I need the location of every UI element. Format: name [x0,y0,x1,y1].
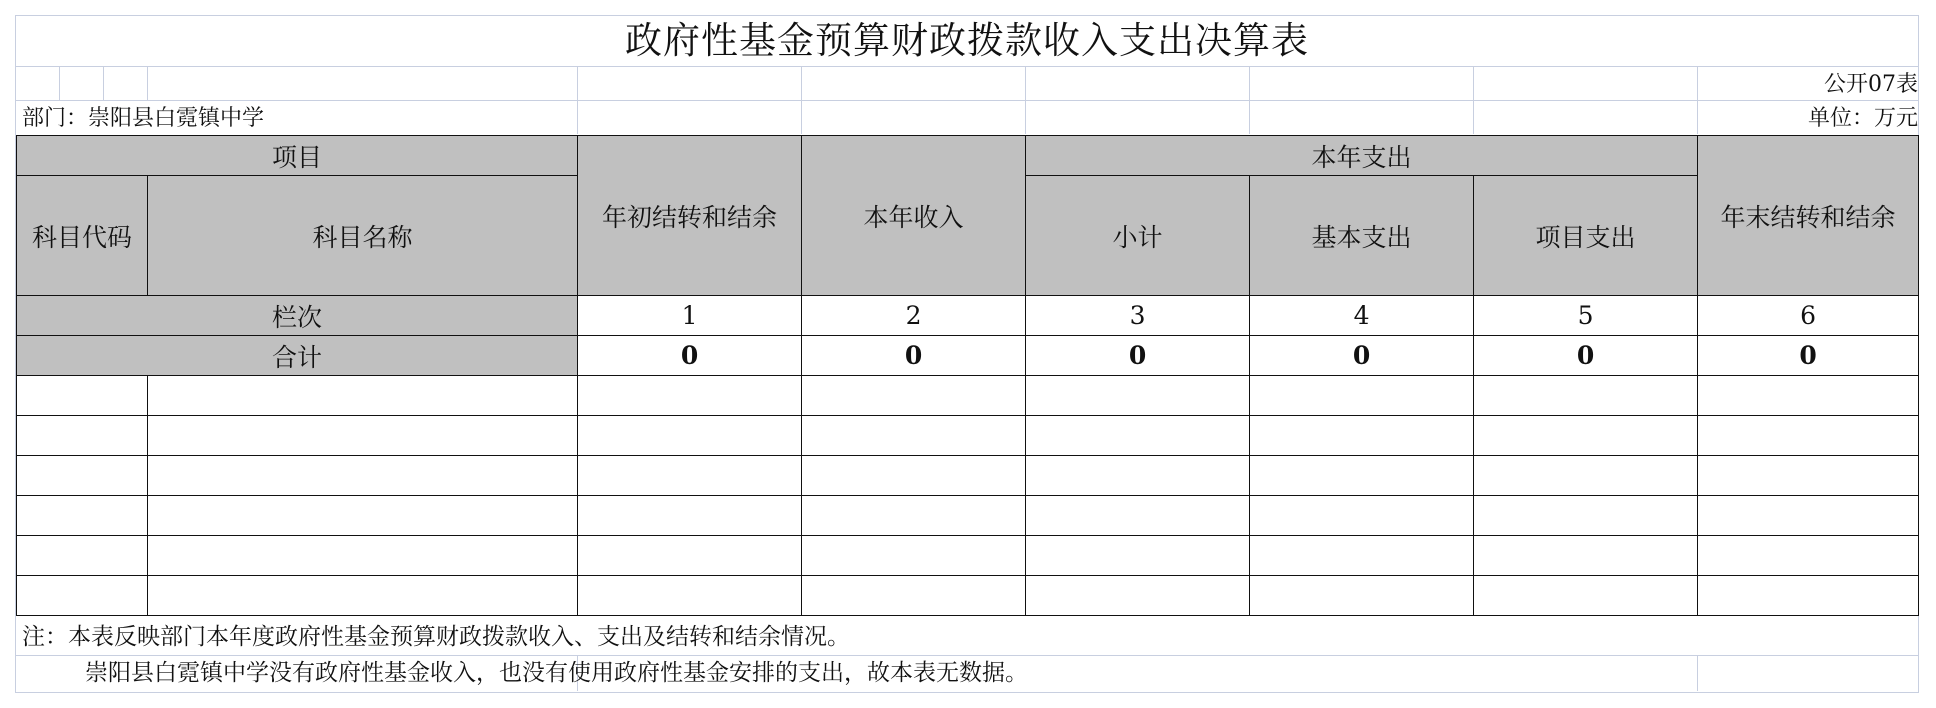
total-value: 0 [1026,336,1250,376]
total-value: 0 [1474,336,1698,376]
gridline [1697,655,1698,691]
header-project-expense: 项目支出 [1474,176,1698,296]
gridline [147,66,148,100]
table-cell[interactable] [1698,576,1919,616]
gridline [16,66,1918,67]
gridline [16,100,1918,101]
table-cell[interactable] [1698,416,1919,456]
table-cell[interactable] [1026,456,1250,496]
table-cell[interactable] [17,456,148,496]
total-value: 0 [802,336,1026,376]
table-cell[interactable] [17,536,148,576]
table-cell[interactable] [802,376,1026,416]
table-cell[interactable] [1026,536,1250,576]
gridline [801,66,802,134]
unit-label: 单位：万元 [1807,106,1918,131]
gridline [1697,66,1698,134]
table-cell[interactable] [148,496,578,536]
table-cell[interactable] [578,536,802,576]
total-value: 0 [1250,336,1474,376]
table-row [17,536,1919,576]
table-cell[interactable] [802,576,1026,616]
table-cell[interactable] [1698,536,1919,576]
report-sheet [16,16,1918,692]
column-number: 4 [1250,296,1474,336]
table-cell[interactable] [578,576,802,616]
header-row-1 [17,136,1919,176]
table-cell[interactable] [17,416,148,456]
gridline [1473,66,1474,134]
table-cell[interactable] [1250,376,1474,416]
table-cell[interactable] [148,456,578,496]
table-cell[interactable] [578,496,802,536]
header-current-expense: 本年支出 [1026,136,1698,176]
table-cell[interactable] [1474,376,1698,416]
gridline [1025,66,1026,134]
header-closing-balance: 年末结转和结余 [1698,136,1919,296]
total-row [17,336,1919,376]
table-cell[interactable] [1026,576,1250,616]
table-cell[interactable] [1474,536,1698,576]
gridline [103,66,104,100]
table-cell[interactable] [802,456,1026,496]
table-cell[interactable] [1250,496,1474,536]
table-cell[interactable] [802,416,1026,456]
gridline [59,66,60,100]
total-value: 0 [1698,336,1919,376]
note-line-1: 注：本表反映部门本年度政府性基金预算财政拨款收入、支出及结转和结余情况。 [22,624,850,650]
table-cell[interactable] [1250,576,1474,616]
header-subject-code: 科目代码 [17,176,148,296]
table-row [17,376,1919,416]
table-row [17,496,1919,536]
header-subject-name: 科目名称 [148,176,578,296]
note-line-2: 崇阳县白霓镇中学没有政府性基金收入，也没有使用政府性基金安排的支出，故本表无数据。 [85,660,1028,686]
table-cell[interactable] [1474,576,1698,616]
table-cell[interactable] [148,376,578,416]
table-cell[interactable] [1026,496,1250,536]
report-title: 政府性基金预算财政拨款收入支出决算表 [625,19,1309,62]
table-cell[interactable] [578,416,802,456]
total-value: 0 [578,336,802,376]
table-cell[interactable] [1474,456,1698,496]
column-number-label: 栏次 [17,296,578,336]
table-cell[interactable] [1474,496,1698,536]
table-cell[interactable] [1250,416,1474,456]
table-code: 公开07表 [1824,72,1918,97]
column-number: 5 [1474,296,1698,336]
table-cell[interactable] [802,536,1026,576]
table-cell[interactable] [1250,456,1474,496]
table-cell[interactable] [1698,456,1919,496]
total-label: 合计 [17,336,578,376]
column-number: 3 [1026,296,1250,336]
table-cell[interactable] [17,496,148,536]
table-cell[interactable] [802,496,1026,536]
column-number: 1 [578,296,802,336]
column-number-row [17,296,1919,336]
table-row [17,456,1919,496]
header-subtotal: 小计 [1026,176,1250,296]
table-cell[interactable] [17,376,148,416]
table-cell[interactable] [1026,416,1250,456]
table-row [17,416,1919,456]
gridline [577,66,578,134]
department-label: 部门：崇阳县白霓镇中学 [22,106,265,131]
table-cell[interactable] [17,576,148,616]
table-cell[interactable] [148,536,578,576]
gridline [16,655,1918,656]
table-cell[interactable] [578,376,802,416]
table-cell[interactable] [1698,376,1919,416]
table-cell[interactable] [1474,416,1698,456]
header-basic-expense: 基本支出 [1250,176,1474,296]
table-cell[interactable] [578,456,802,496]
column-number: 6 [1698,296,1919,336]
table-cell[interactable] [148,416,578,456]
table-cell[interactable] [1250,536,1474,576]
table-cell[interactable] [148,576,578,616]
gridline [1249,66,1250,134]
column-number: 2 [802,296,1026,336]
table-cell[interactable] [1026,376,1250,416]
table-row [17,576,1919,616]
header-project: 项目 [17,136,578,176]
table-cell[interactable] [1698,496,1919,536]
fund-table [16,135,1919,616]
header-current-income: 本年收入 [802,136,1026,296]
header-opening-balance: 年初结转和结余 [578,136,802,296]
